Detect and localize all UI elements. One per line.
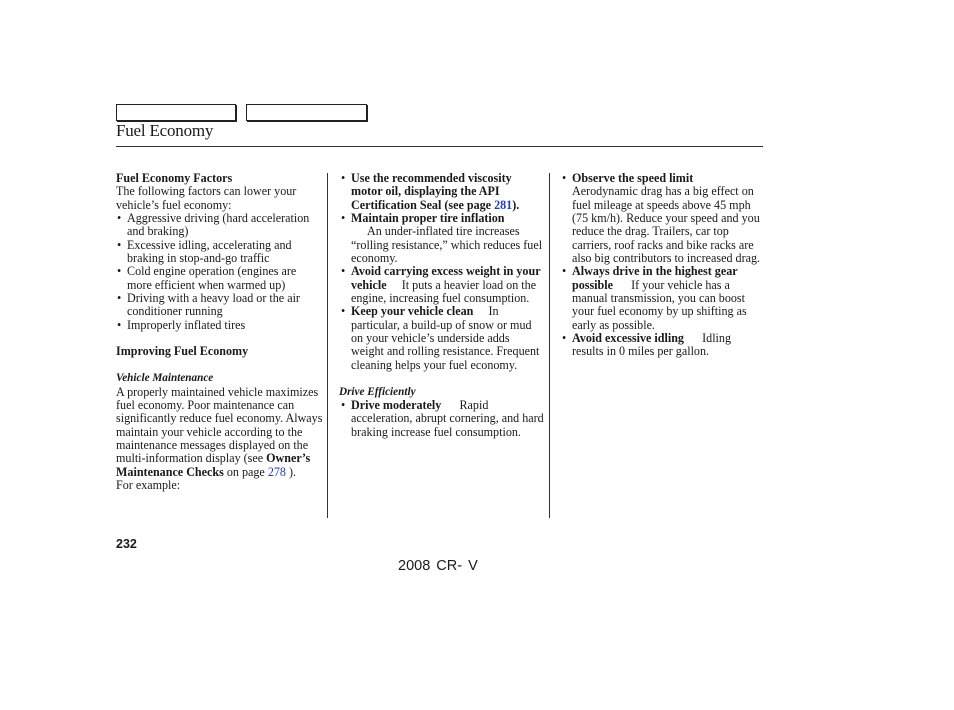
list-item: • Cold engine operation (engines are more efficient when warmed up) xyxy=(117,264,297,292)
section-heading-improving: Improving Fuel Economy xyxy=(116,344,249,359)
section-heading-factors: Fuel Economy Factors xyxy=(116,171,233,185)
list-item-weight: • Avoid carrying excess weight in your vehicle It puts a heavier load on the engine, increasing fuel consumption. xyxy=(341,264,541,306)
model-footer: 2008 CR- V xyxy=(398,558,478,574)
list-item: • Excessive idling, accelerating and braking in stop-and-go traffic xyxy=(117,237,292,266)
list-item-clean: • Keep your vehicle clean In particular, a build-up of snow or mud on your vehicle’s underside adds weight and rolling resistance. Frequent cleaning helps your fuel economy. xyxy=(341,304,540,372)
subheading-vehicle-maintenance: Vehicle Maintenance xyxy=(116,372,214,385)
column-divider xyxy=(327,173,328,518)
subheading-drive-efficiently: Drive Efficiently xyxy=(339,385,416,398)
list-item-moderate: • Drive moderately Rapid acceleration, abrupt cornering, and hard braking increase fuel consumption. xyxy=(341,397,544,439)
list-item: • Improperly inflated tires xyxy=(117,317,246,332)
for-example-text: For example: xyxy=(116,477,181,492)
page-number: 232 xyxy=(116,537,137,551)
maintenance-paragraph: A properly maintained vehicle maximizes fuel economy. Poor maintenance can significantly reduce fuel economy. Always maintain your vehicle according to the maintenance messages displayed on the multi-information display (see Owner’s Maintenance Checks on page 278 ). xyxy=(116,384,323,479)
list-item-oil: • Use the recommended viscosity motor oil, displaying the API Certification Seal (see page 281). xyxy=(341,171,520,212)
list-item-gear: • Always drive in the highest gear possible If your vehicle has a manual transmission, you can boost your fuel economy by up shifting as early as possible. xyxy=(562,264,747,332)
page-title: Fuel Economy xyxy=(116,121,214,140)
nav-tab-left[interactable] xyxy=(116,104,236,121)
list-item: • Driving with a heavy load or the air conditioner running xyxy=(117,291,300,319)
list-item: • Aggressive driving (hard acceleration and braking) xyxy=(117,211,310,239)
list-item-idling: • Avoid excessive idling Idling results in 0 miles per gallon. xyxy=(562,331,732,359)
page-link-278[interactable]: 278 xyxy=(267,464,286,479)
title-rule xyxy=(116,146,763,147)
column-3 xyxy=(562,172,764,359)
list-item-speed: • Observe the speed limit Aerodynamic drag has a big effect on fuel mileage at speeds above 45 mph (75 km/h). Reduce your speed and you reduce the drag. Trailers, car top carriers, roof racks and bike racks are also big contributors to increased drag. xyxy=(562,171,761,266)
nav-tab-right[interactable] xyxy=(246,104,367,121)
column-divider xyxy=(549,173,550,518)
page-link-281[interactable]: 281 xyxy=(494,197,513,212)
factors-intro: The following factors can lower your vehicle’s fuel economy: xyxy=(116,184,297,212)
column-1 xyxy=(116,172,323,492)
list-item-tire: • Maintain proper tire inflation An under-inflated tire increases “rolling resistance,” which reduces fuel economy. xyxy=(341,211,543,266)
column-2 xyxy=(339,172,544,439)
owners-maintenance-checks-ref: Owner’s Maintenance Checks xyxy=(116,451,311,479)
